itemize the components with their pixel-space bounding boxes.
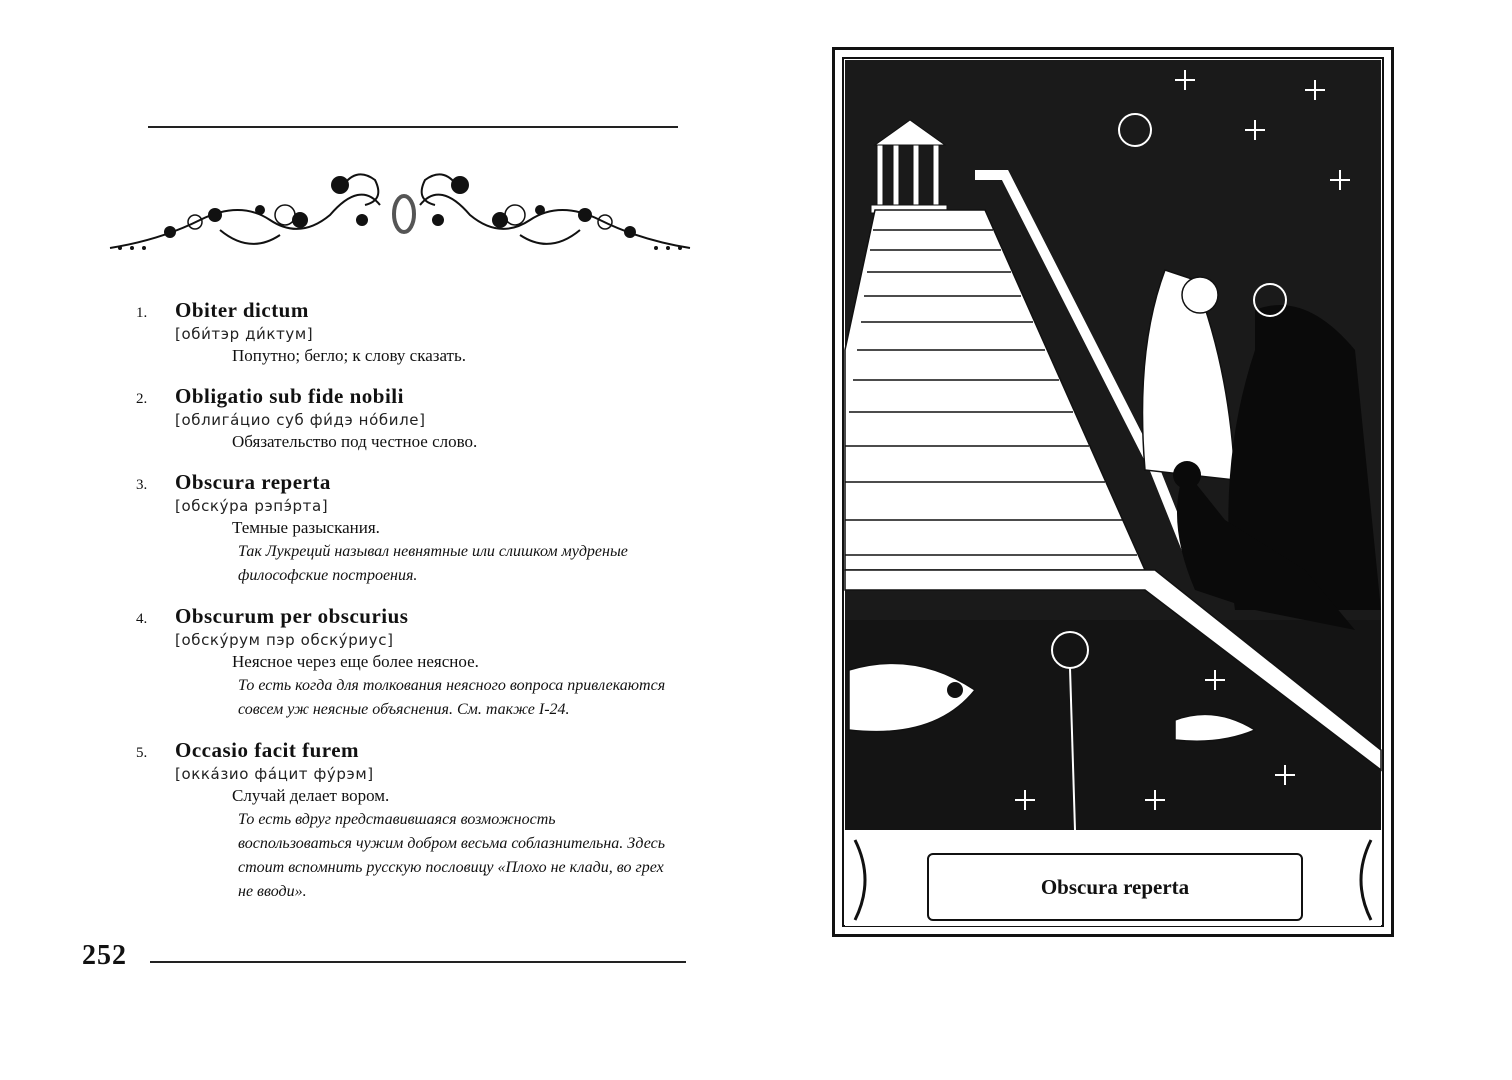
entry-list [0,296,760,918]
entry-4 [0,602,760,722]
svg-text:O: O [403,234,405,235]
plate-caption: Obscura reperta [927,853,1303,921]
pronunciation: [облига́цио суб фи́дэ но́биле] [175,411,426,429]
entry-number: 2. [136,391,148,407]
translation: Попутно; бегло; к слову сказать. [232,346,466,365]
entry-number: 4. [136,611,148,627]
pronunciation: [оби́тэр ди́ктум] [175,325,314,343]
illustration-plate [832,47,1394,937]
translation: Темные разыскания. [232,518,380,537]
latin-term: Obscura reperta [175,470,331,494]
pronunciation: [обску́ра рэпэ́рта] [175,497,329,515]
illustration-image [835,50,1391,934]
entry-5 [0,736,760,904]
entry-number: 1. [136,305,148,321]
latin-term: Obscurum per obscurius [175,604,409,628]
bottom-rule [150,961,686,963]
entry-2 [0,382,760,454]
entry-number: 3. [136,477,148,493]
top-rule [148,126,678,128]
entry-3 [0,468,760,588]
right-page [832,47,1394,937]
ornament-initial-letter [384,188,424,238]
latin-term: Occasio facit furem [175,738,360,762]
pronunciation: [обску́рум пэр обску́риус] [175,631,394,649]
pronunciation: [окка́зио фа́цит фу́рэм] [175,765,374,783]
entry-number: 5. [136,745,148,761]
commentary: То есть когда для толкования неясного вопроса привлекаются совсем уж неясные объяснения. См. также I-24. [238,677,666,718]
translation: Неясное через еще более неясное. [232,652,479,671]
latin-term: Obiter dictum [175,298,309,322]
translation: Обязательство под честное слово. [232,432,478,451]
commentary: То есть вдруг представившаяся возможность воспользоваться чужим добром весьма соблазнительна. Здесь стоит вспомнить русскую пословицу «Плохо не клади, во грех не вводи». [238,811,665,900]
latin-term: Obligatio sub fide nobili [175,384,404,408]
entry-1 [0,296,760,368]
page-number: 252 [82,940,127,971]
translation: Случай делает вором. [232,786,390,805]
commentary: Так Лукреций называл невнятные или слишком мудреные философские построения. [238,543,628,584]
